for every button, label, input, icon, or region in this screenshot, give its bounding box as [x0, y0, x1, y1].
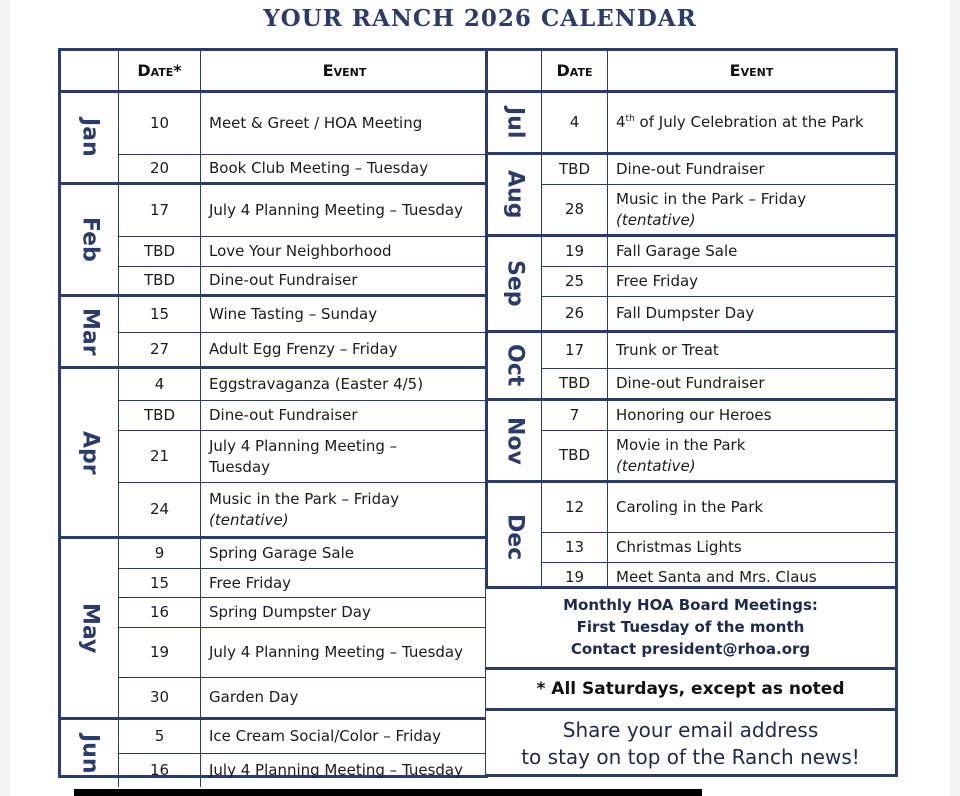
event-date: 17 — [119, 185, 201, 237]
tentative-note: (tentative) — [616, 210, 696, 229]
event-date: TBD — [119, 401, 201, 431]
event-name: July 4 Planning Meeting – Tuesday — [209, 761, 463, 780]
event-name: Garden Day — [201, 678, 488, 720]
event-date: 4 — [542, 93, 608, 155]
calendar-left-table — [58, 48, 488, 778]
event-name: July 4 Planning Meeting – Tuesday — [201, 628, 488, 678]
event-date: 9 — [119, 539, 201, 569]
event-date: 12 — [542, 483, 608, 533]
event-date: 26 — [542, 297, 608, 333]
month-jul: Jul — [488, 93, 542, 155]
event-name: Free Friday — [201, 569, 488, 598]
header-event: Event — [608, 51, 895, 93]
board-meetings-note: Monthly HOA Board Meetings: First Tuesday of the month Contact president@rhoa.org — [486, 589, 895, 670]
event-date: 20 — [119, 155, 201, 185]
month-mar: Mar — [61, 297, 119, 369]
month-dec: Dec — [488, 483, 542, 592]
month-nov: Nov — [488, 401, 542, 483]
event-name: Meet & Greet / HOA Meeting — [201, 93, 488, 155]
event-date: 27 — [119, 333, 201, 369]
event-name: Movie in the Park (tentative) — [608, 431, 895, 483]
event-date: TBD — [119, 267, 201, 297]
event-date: 13 — [542, 533, 608, 563]
event-name: Trunk or Treat — [608, 333, 895, 369]
event-name: July 4 Planning Meeting – Tuesday — [201, 185, 488, 237]
event-date: 10 — [119, 93, 201, 155]
event-name: Eggstravaganza (Easter 4/5) — [201, 369, 488, 401]
month-apr: Apr — [61, 369, 119, 539]
event-name: Love Your Neighborhood — [201, 237, 488, 267]
event-date: 19 — [542, 563, 608, 592]
event-name: Christmas Lights — [608, 533, 895, 563]
event-date: 17 — [542, 333, 608, 369]
header-event: Event — [201, 51, 488, 93]
event-name: Meet Santa and Mrs. Claus — [616, 568, 817, 587]
event-date: 15 — [119, 569, 201, 598]
share-email-note: Share your email address to stay on top of the Ranch news! — [521, 718, 860, 769]
calendar-right-table — [485, 48, 898, 589]
bottom-divider — [74, 789, 702, 796]
event-date: 5 — [119, 720, 201, 754]
event-name: Dine-out Fundraiser — [201, 267, 488, 297]
month-jun: Jun — [61, 720, 119, 787]
tentative-note: (tentative) — [209, 510, 289, 529]
event-name: Honoring our Heroes — [608, 401, 895, 431]
event-name: July 4 Planning Meeting – Tuesday — [201, 431, 488, 483]
event-name: Music in the Park – Friday (tentative) — [201, 483, 488, 539]
event-name: Fall Dumpster Day — [608, 297, 895, 333]
month-aug: Aug — [488, 155, 542, 237]
saturdays-note: * All Saturdays, except as noted — [486, 670, 895, 711]
event-date: 25 — [542, 267, 608, 297]
event-name: Caroling in the Park — [608, 483, 895, 533]
event-date: 7 — [542, 401, 608, 431]
event-name: Wine Tasting – Sunday — [201, 297, 488, 333]
event-name: Adult Egg Frenzy – Friday — [201, 333, 488, 369]
event-name: Spring Dumpster Day — [201, 598, 488, 628]
header-corner — [61, 51, 119, 93]
event-name: Ice Cream Social/Color – Friday — [201, 720, 488, 754]
event-date: 4 — [119, 369, 201, 401]
event-date: 15 — [119, 297, 201, 333]
event-date: TBD — [542, 431, 608, 483]
header-corner — [488, 51, 542, 93]
event-name: 4th of July Celebration at the Park — [608, 93, 895, 155]
event-name: Book Club Meeting – Tuesday — [201, 155, 488, 185]
event-date: TBD — [542, 155, 608, 185]
event-name: Fall Garage Sale — [608, 237, 895, 267]
event-date: 28 — [542, 185, 608, 237]
tentative-note: (tentative) — [616, 456, 696, 475]
event-date: TBD — [119, 237, 201, 267]
event-date: 19 — [119, 628, 201, 678]
event-name: Free Friday — [608, 267, 895, 297]
month-oct: Oct — [488, 333, 542, 401]
event-name: Dine-out Fundraiser — [201, 401, 488, 431]
event-date: 24 — [119, 483, 201, 539]
event-name: Music in the Park – Friday (tentative) — [608, 185, 895, 237]
event-name: Dine-out Fundraiser — [608, 155, 895, 185]
event-date: 19 — [542, 237, 608, 267]
header-date: Date — [542, 51, 608, 93]
event-date: 16 — [119, 598, 201, 628]
event-date: 30 — [119, 678, 201, 720]
event-date: TBD — [542, 369, 608, 401]
month-sep: Sep — [488, 237, 542, 333]
notes-panel — [486, 586, 898, 777]
event-date: 16 — [119, 754, 201, 787]
header-date: Date* — [119, 51, 201, 93]
event-name: Spring Garage Sale — [201, 539, 488, 569]
month-feb: Feb — [61, 185, 119, 297]
month-jan: Jan — [61, 93, 119, 185]
page-title: YOUR RANCH 2026 CALENDAR — [263, 5, 697, 32]
month-may: May — [61, 539, 119, 720]
event-date: 21 — [119, 431, 201, 483]
event-name: Dine-out Fundraiser — [608, 369, 895, 401]
